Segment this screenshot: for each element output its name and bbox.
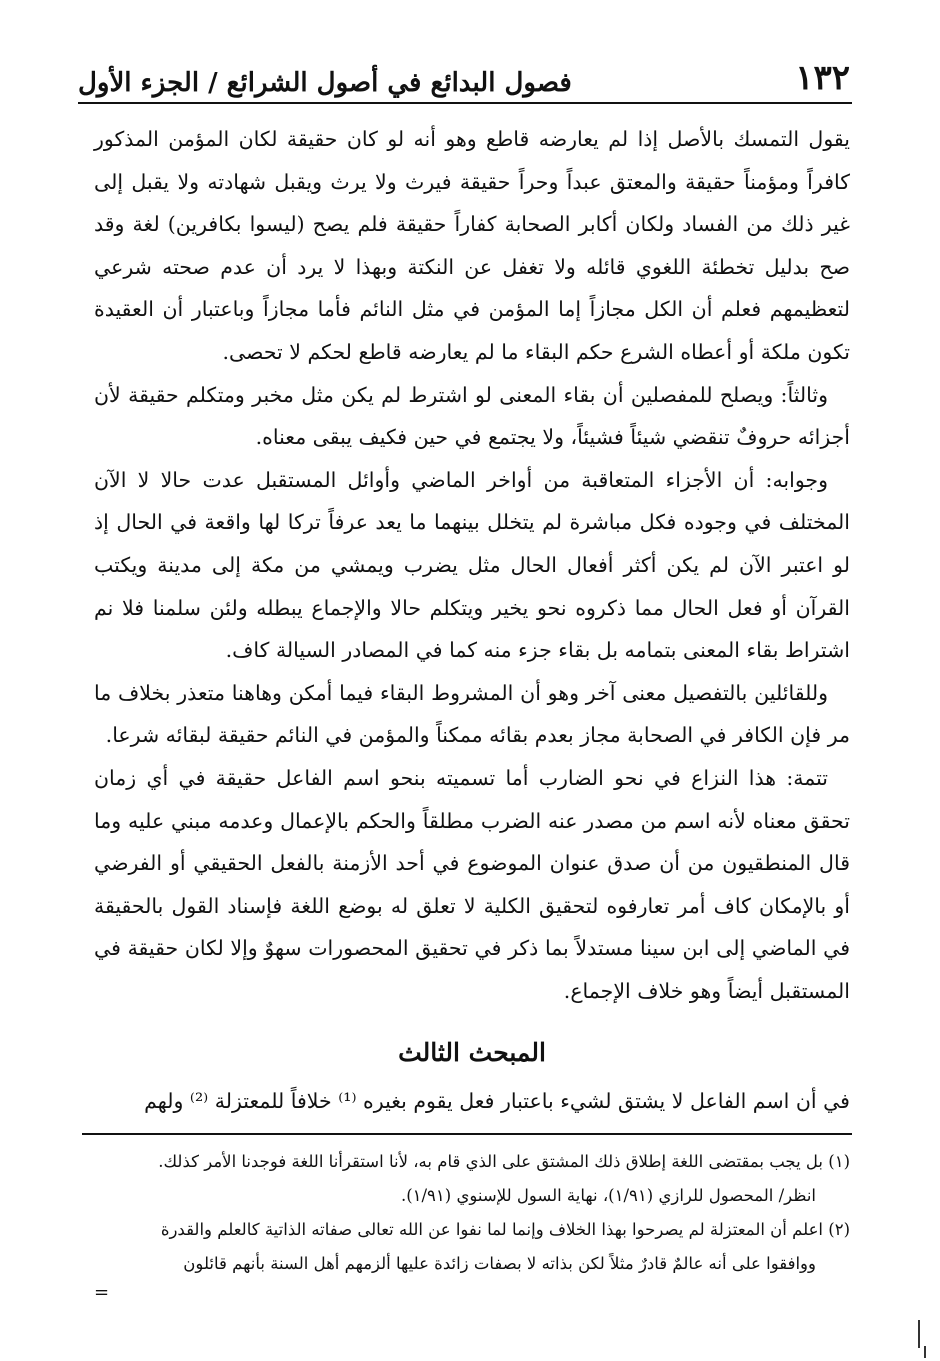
scan-edge-mark-lower <box>924 1346 926 1358</box>
footnotes <box>94 1145 850 1281</box>
paragraph-5: تتمة: هذا النزاع في نحو الضارب أما تسميته بنحو اسم الفاعل حقيقة في أي زمان تحقق معناه لأنه اسم من مصدر عنه الضرب مطلقاً والحكم بالإعمال وعدمه مبني عليه وما قال المنطقيون من أن صدق عنوان الموضوع في أحد الأزمنة بالفعل الحقيقي أو الفرضي أو بالإمكان كاف أمر تعارفوه لتحقيق الكلية لا تعلق له بوضع اللغة فإسناد القول بالحقيقة في الماضي إلى ابن سينا مستدلاً بما ذكر في تحقيق المحصورات سهوٌ وإلا لكان حقيقة في المستقبل أيضاً وهو خلاف الإجماع. <box>94 765 850 1003</box>
paragraph-4: وللقائلين بالتفصيل معنى آخر وهو أن المشروط البقاء فيما أمكن وهاهنا متعذر بخلاف ما مر فإن الكافر في الصحابة مجاز بعدم بقائه ممكناً والمؤمن في النائم حقيقة لبقائه شرعا. <box>94 680 850 748</box>
main-text <box>94 118 850 1012</box>
header-rule <box>78 102 852 104</box>
section-paragraph: في أن اسم الفاعل لا يشتق لشيء باعتبار فعل يقوم بغيره ⁽¹⁾ خلافاً للمعتزلة ⁽²⁾ ولهم <box>144 1089 850 1113</box>
continuation-mark: = <box>94 1282 110 1303</box>
footnote-1: (١) بل يجب بمقتضى اللغة إطلاق ذلك المشتق على الذي قام به، لأنا استقرأنا اللغة فوجدنا الأمر كذلك. <box>158 1152 850 1171</box>
footnote-1-continuation: انظر/ المحصول للرازي (١/٩١)، نهاية السول للإسنوي (١/٩١). <box>400 1186 816 1205</box>
paragraph-2: وثالثاً: ويصلح للمفصلين أن بقاء المعنى لو اشترط لم يكن مثل مخبر ومتكلم حقيقة لأن أجزائه حروفٌ تنقضي شيئاً فشيئاً، ولا يجتمع في حين فكيف يبقى معناه. <box>94 382 850 450</box>
running-header <box>78 42 850 98</box>
footnote-2-continuation: ووافقوا على أنه عالمٌ قادرٌ مثلاً لكن بذاته لا بصفات زائدة عليها ألزمهم أهل السنة بأنهم قائلون <box>183 1254 816 1273</box>
running-title: فصول البدائع في أصول الشرائع / الجزء الأول <box>78 68 572 98</box>
paragraph-3: وجوابه: أن الأجزاء المتعاقبة من أواخر الماضي وأوائل المستقبل عدت حالا لا الآن المختلف في وجوده فكل مباشرة لم يتخلل بينهما ما يعد عرفاً تركا لها واقعة في الحال إذ لو اعتبر الآن لم يكن أكثر أفعال الحال مثل يضرب ويمشي من مكة إلى مدينة ويكتب القرآن أو فعل الحال مما ذكروه نحو يخير ويتكلم حالا والإجماع يبطله ولئن سلمنا فلا نم اشتراط بقاء المعنى بتمامه بل بقاء جزء منه كما في المصادر السيالة كاف. <box>94 467 850 663</box>
footnote-rule <box>82 1133 852 1135</box>
page-number: ١٣٢ <box>795 58 850 98</box>
footnote-2: (٢) اعلم أن المعتزلة لم يصرحوا بهذا الخلاف وإنما لما نفوا عن الله تعالى صفاته الذاتية كالعلم والقدرة <box>160 1220 850 1239</box>
scan-edge-mark <box>918 1320 920 1348</box>
paragraph-1: يقول التمسك بالأصل إذا لم يعارضه قاطع وهو أنه لو كان حقيقة لكان المؤمن المذكور كافراً ومؤمناً حقيقة والمعتق عبداً وحراً حقيقة فيرث ولا يرث ويقبل شهادته ولا يقبل إلى غير ذلك من الفساد ولكان أكابر الصحابة كفاراً حقيقة فلم يصح (ليسوا بكافرين) لغة وقد صح بدليل تخطئة اللغوي قائله ولا تغفل عن النكتة وبهذا لا يرد أن عدم صحته شرعي لتعظيمهم فعلم أن الكل مجازاً إما المؤمن في مثل النائم فأما مجازاً وباعتبار أن العقيدة تكون ملكة أو أعطاه الشرع حكم البقاء ما لم يعارضه قاطع لحكم لا تحصى. <box>94 127 850 364</box>
section-heading: المبحث الثالث <box>398 1038 546 1067</box>
